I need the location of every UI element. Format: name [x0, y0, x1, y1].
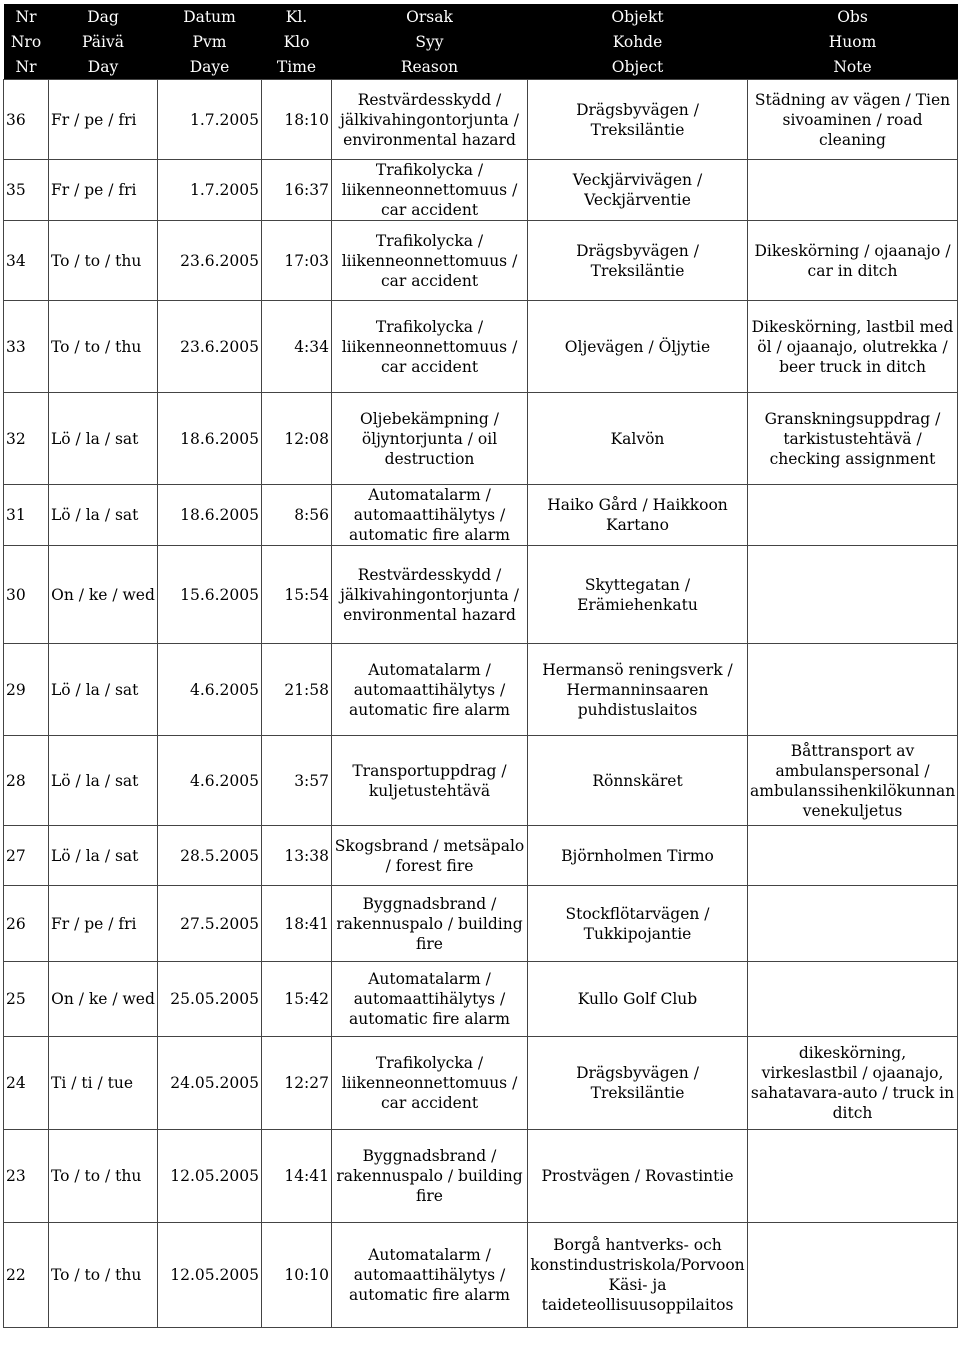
header-time: Klo: [262, 29, 332, 54]
cell-date: 18.6.2005: [158, 485, 262, 546]
cell-day: On / ke / wed: [49, 962, 158, 1037]
table-row: [4, 485, 958, 546]
header-object: Objekt: [528, 4, 748, 29]
cell-date: 27.5.2005: [158, 886, 262, 962]
cell-day: Lö / la / sat: [49, 736, 158, 826]
cell-reason: Trafikolycka / liikenneonnettomuus / car accident: [332, 301, 528, 393]
cell-time: 8:56: [262, 485, 332, 546]
cell-reason: Automatalarm / automaattihälytys / automatic fire alarm: [332, 962, 528, 1037]
cell-nr: 36: [4, 80, 49, 160]
cell-note: [748, 886, 958, 962]
cell-time: 10:10: [262, 1223, 332, 1328]
cell-date: 4.6.2005: [158, 644, 262, 736]
cell-nr: 31: [4, 485, 49, 546]
cell-reason: Skogsbrand / metsäpalo / forest fire: [332, 826, 528, 886]
header-object: Object: [528, 54, 748, 80]
cell-object: Skyttegatan / Erämiehenkatu: [528, 546, 748, 644]
header-note: Note: [748, 54, 958, 80]
cell-date: 4.6.2005: [158, 736, 262, 826]
cell-reason: Automatalarm / automaattihälytys / automatic fire alarm: [332, 644, 528, 736]
cell-date: 24.05.2005: [158, 1037, 262, 1130]
table-header: [4, 4, 958, 80]
cell-day: Ti / ti / tue: [49, 1037, 158, 1130]
cell-date: 12.05.2005: [158, 1130, 262, 1223]
cell-note: [748, 1130, 958, 1223]
cell-note: Granskningsuppdrag / tarkistustehtävä / checking assignment: [748, 393, 958, 485]
cell-note: [748, 826, 958, 886]
cell-nr: 32: [4, 393, 49, 485]
cell-day: Lö / la / sat: [49, 826, 158, 886]
cell-date: 23.6.2005: [158, 221, 262, 301]
cell-reason: Byggnadsbrand / rakennuspalo / building fire: [332, 886, 528, 962]
cell-object: Oljevägen / Öljytie: [528, 301, 748, 393]
header-reason: Reason: [332, 54, 528, 80]
cell-time: 12:08: [262, 393, 332, 485]
header-reason: Orsak: [332, 4, 528, 29]
cell-object: Rönnskäret: [528, 736, 748, 826]
header-day: Dag: [49, 4, 158, 29]
cell-object: Kalvön: [528, 393, 748, 485]
cell-day: Lö / la / sat: [49, 644, 158, 736]
cell-note: Dikeskörning / ojaanajo / car in ditch: [748, 221, 958, 301]
cell-time: 12:27: [262, 1037, 332, 1130]
incident-log-table: [3, 4, 958, 1328]
cell-nr: 35: [4, 160, 49, 221]
cell-note: [748, 485, 958, 546]
cell-note: [748, 1223, 958, 1328]
cell-time: 4:34: [262, 301, 332, 393]
cell-day: Fr / pe / fri: [49, 886, 158, 962]
cell-day: Fr / pe / fri: [49, 80, 158, 160]
cell-time: 15:54: [262, 546, 332, 644]
table-row: [4, 736, 958, 826]
cell-object: Drägsbyvägen / Treksiläntie: [528, 1037, 748, 1130]
header-day: Day: [49, 54, 158, 80]
header-object: Kohde: [528, 29, 748, 54]
cell-date: 1.7.2005: [158, 80, 262, 160]
cell-time: 17:03: [262, 221, 332, 301]
table-row: [4, 962, 958, 1037]
cell-reason: Restvärdesskydd / jälkivahingontorjunta / environmental hazard: [332, 546, 528, 644]
cell-object: Prostvägen / Rovastintie: [528, 1130, 748, 1223]
cell-day: To / to / thu: [49, 301, 158, 393]
cell-object: Kullo Golf Club: [528, 962, 748, 1037]
table-row: [4, 80, 958, 160]
cell-time: 13:38: [262, 826, 332, 886]
header-note: Huom: [748, 29, 958, 54]
cell-reason: Trafikolycka / liikenneonnettomuus / car accident: [332, 1037, 528, 1130]
header-time: Kl.: [262, 4, 332, 29]
cell-day: On / ke / wed: [49, 546, 158, 644]
cell-date: 28.5.2005: [158, 826, 262, 886]
table-row: [4, 1037, 958, 1130]
cell-time: 18:41: [262, 886, 332, 962]
header-row-swedish: [4, 4, 958, 29]
cell-nr: 26: [4, 886, 49, 962]
cell-reason: Byggnadsbrand / rakennuspalo / building fire: [332, 1130, 528, 1223]
cell-nr: 29: [4, 644, 49, 736]
cell-nr: 23: [4, 1130, 49, 1223]
cell-time: 16:37: [262, 160, 332, 221]
cell-nr: 25: [4, 962, 49, 1037]
cell-object: Hermansö reningsverk / Hermanninsaaren puhdistuslaitos: [528, 644, 748, 736]
cell-reason: Trafikolycka / liikenneonnettomuus / car accident: [332, 221, 528, 301]
cell-reason: Oljebekämpning / öljyntorjunta / oil destruction: [332, 393, 528, 485]
table-row: [4, 826, 958, 886]
cell-note: Dikeskörning, lastbil med öl / ojaanajo, olutrekka / beer truck in ditch: [748, 301, 958, 393]
table-row: [4, 886, 958, 962]
cell-object: Borgå hantverks- och konstindustriskola/Porvoon Käsi- ja taideteollisuusoppilaitos: [528, 1223, 748, 1328]
cell-nr: 28: [4, 736, 49, 826]
cell-note: [748, 962, 958, 1037]
cell-nr: 33: [4, 301, 49, 393]
cell-date: 12.05.2005: [158, 1223, 262, 1328]
table-row: [4, 221, 958, 301]
table-row: [4, 644, 958, 736]
cell-date: 1.7.2005: [158, 160, 262, 221]
cell-nr: 27: [4, 826, 49, 886]
table-row: [4, 546, 958, 644]
cell-object: Veckjärvivägen / Veckjärventie: [528, 160, 748, 221]
header-nr: Nro: [4, 29, 49, 54]
header-date: Pvm: [158, 29, 262, 54]
cell-reason: Automatalarm / automaattihälytys / automatic fire alarm: [332, 1223, 528, 1328]
cell-day: Fr / pe / fri: [49, 160, 158, 221]
header-date: Daye: [158, 54, 262, 80]
cell-time: 15:42: [262, 962, 332, 1037]
cell-reason: Transportuppdrag / kuljetustehtävä: [332, 736, 528, 826]
header-time: Time: [262, 54, 332, 80]
header-reason: Syy: [332, 29, 528, 54]
cell-note: [748, 160, 958, 221]
table-row: [4, 301, 958, 393]
table-row: [4, 393, 958, 485]
cell-object: Stockflötarvägen / Tukkipojantie: [528, 886, 748, 962]
header-row-english: [4, 54, 958, 80]
cell-time: 14:41: [262, 1130, 332, 1223]
header-day: Päivä: [49, 29, 158, 54]
header-nr: Nr: [4, 4, 49, 29]
table-body: [4, 80, 958, 1328]
cell-nr: 22: [4, 1223, 49, 1328]
table-row: [4, 1130, 958, 1223]
cell-date: 18.6.2005: [158, 393, 262, 485]
cell-day: To / to / thu: [49, 1130, 158, 1223]
cell-date: 23.6.2005: [158, 301, 262, 393]
header-row-finnish: [4, 29, 958, 54]
header-note: Obs: [748, 4, 958, 29]
cell-object: Haiko Gård / Haikkoon Kartano: [528, 485, 748, 546]
header-nr: Nr: [4, 54, 49, 80]
cell-date: 15.6.2005: [158, 546, 262, 644]
cell-nr: 24: [4, 1037, 49, 1130]
cell-date: 25.05.2005: [158, 962, 262, 1037]
cell-note: dikeskörning, virkeslastbil / ojaanajo, sahatavara-auto / truck in ditch: [748, 1037, 958, 1130]
cell-day: To / to / thu: [49, 1223, 158, 1328]
cell-reason: Trafikolycka / liikenneonnettomuus / car accident: [332, 160, 528, 221]
cell-reason: Automatalarm / automaattihälytys / automatic fire alarm: [332, 485, 528, 546]
table-row: [4, 160, 958, 221]
cell-object: Drägsbyvägen / Treksiläntie: [528, 221, 748, 301]
cell-note: Städning av vägen / Tien sivoaminen / road cleaning: [748, 80, 958, 160]
cell-day: Lö / la / sat: [49, 393, 158, 485]
table-row: [4, 1223, 958, 1328]
cell-time: 3:57: [262, 736, 332, 826]
cell-note: [748, 644, 958, 736]
cell-nr: 34: [4, 221, 49, 301]
cell-nr: 30: [4, 546, 49, 644]
cell-object: Björnholmen Tirmo: [528, 826, 748, 886]
cell-object: Drägsbyvägen / Treksiläntie: [528, 80, 748, 160]
cell-day: Lö / la / sat: [49, 485, 158, 546]
header-date: Datum: [158, 4, 262, 29]
cell-day: To / to / thu: [49, 221, 158, 301]
cell-reason: Restvärdesskydd / jälkivahingontorjunta / environmental hazard: [332, 80, 528, 160]
cell-note: Båttransport av ambulanspersonal / ambulanssihenkilökunnan venekuljetus: [748, 736, 958, 826]
cell-note: [748, 546, 958, 644]
cell-time: 21:58: [262, 644, 332, 736]
cell-time: 18:10: [262, 80, 332, 160]
